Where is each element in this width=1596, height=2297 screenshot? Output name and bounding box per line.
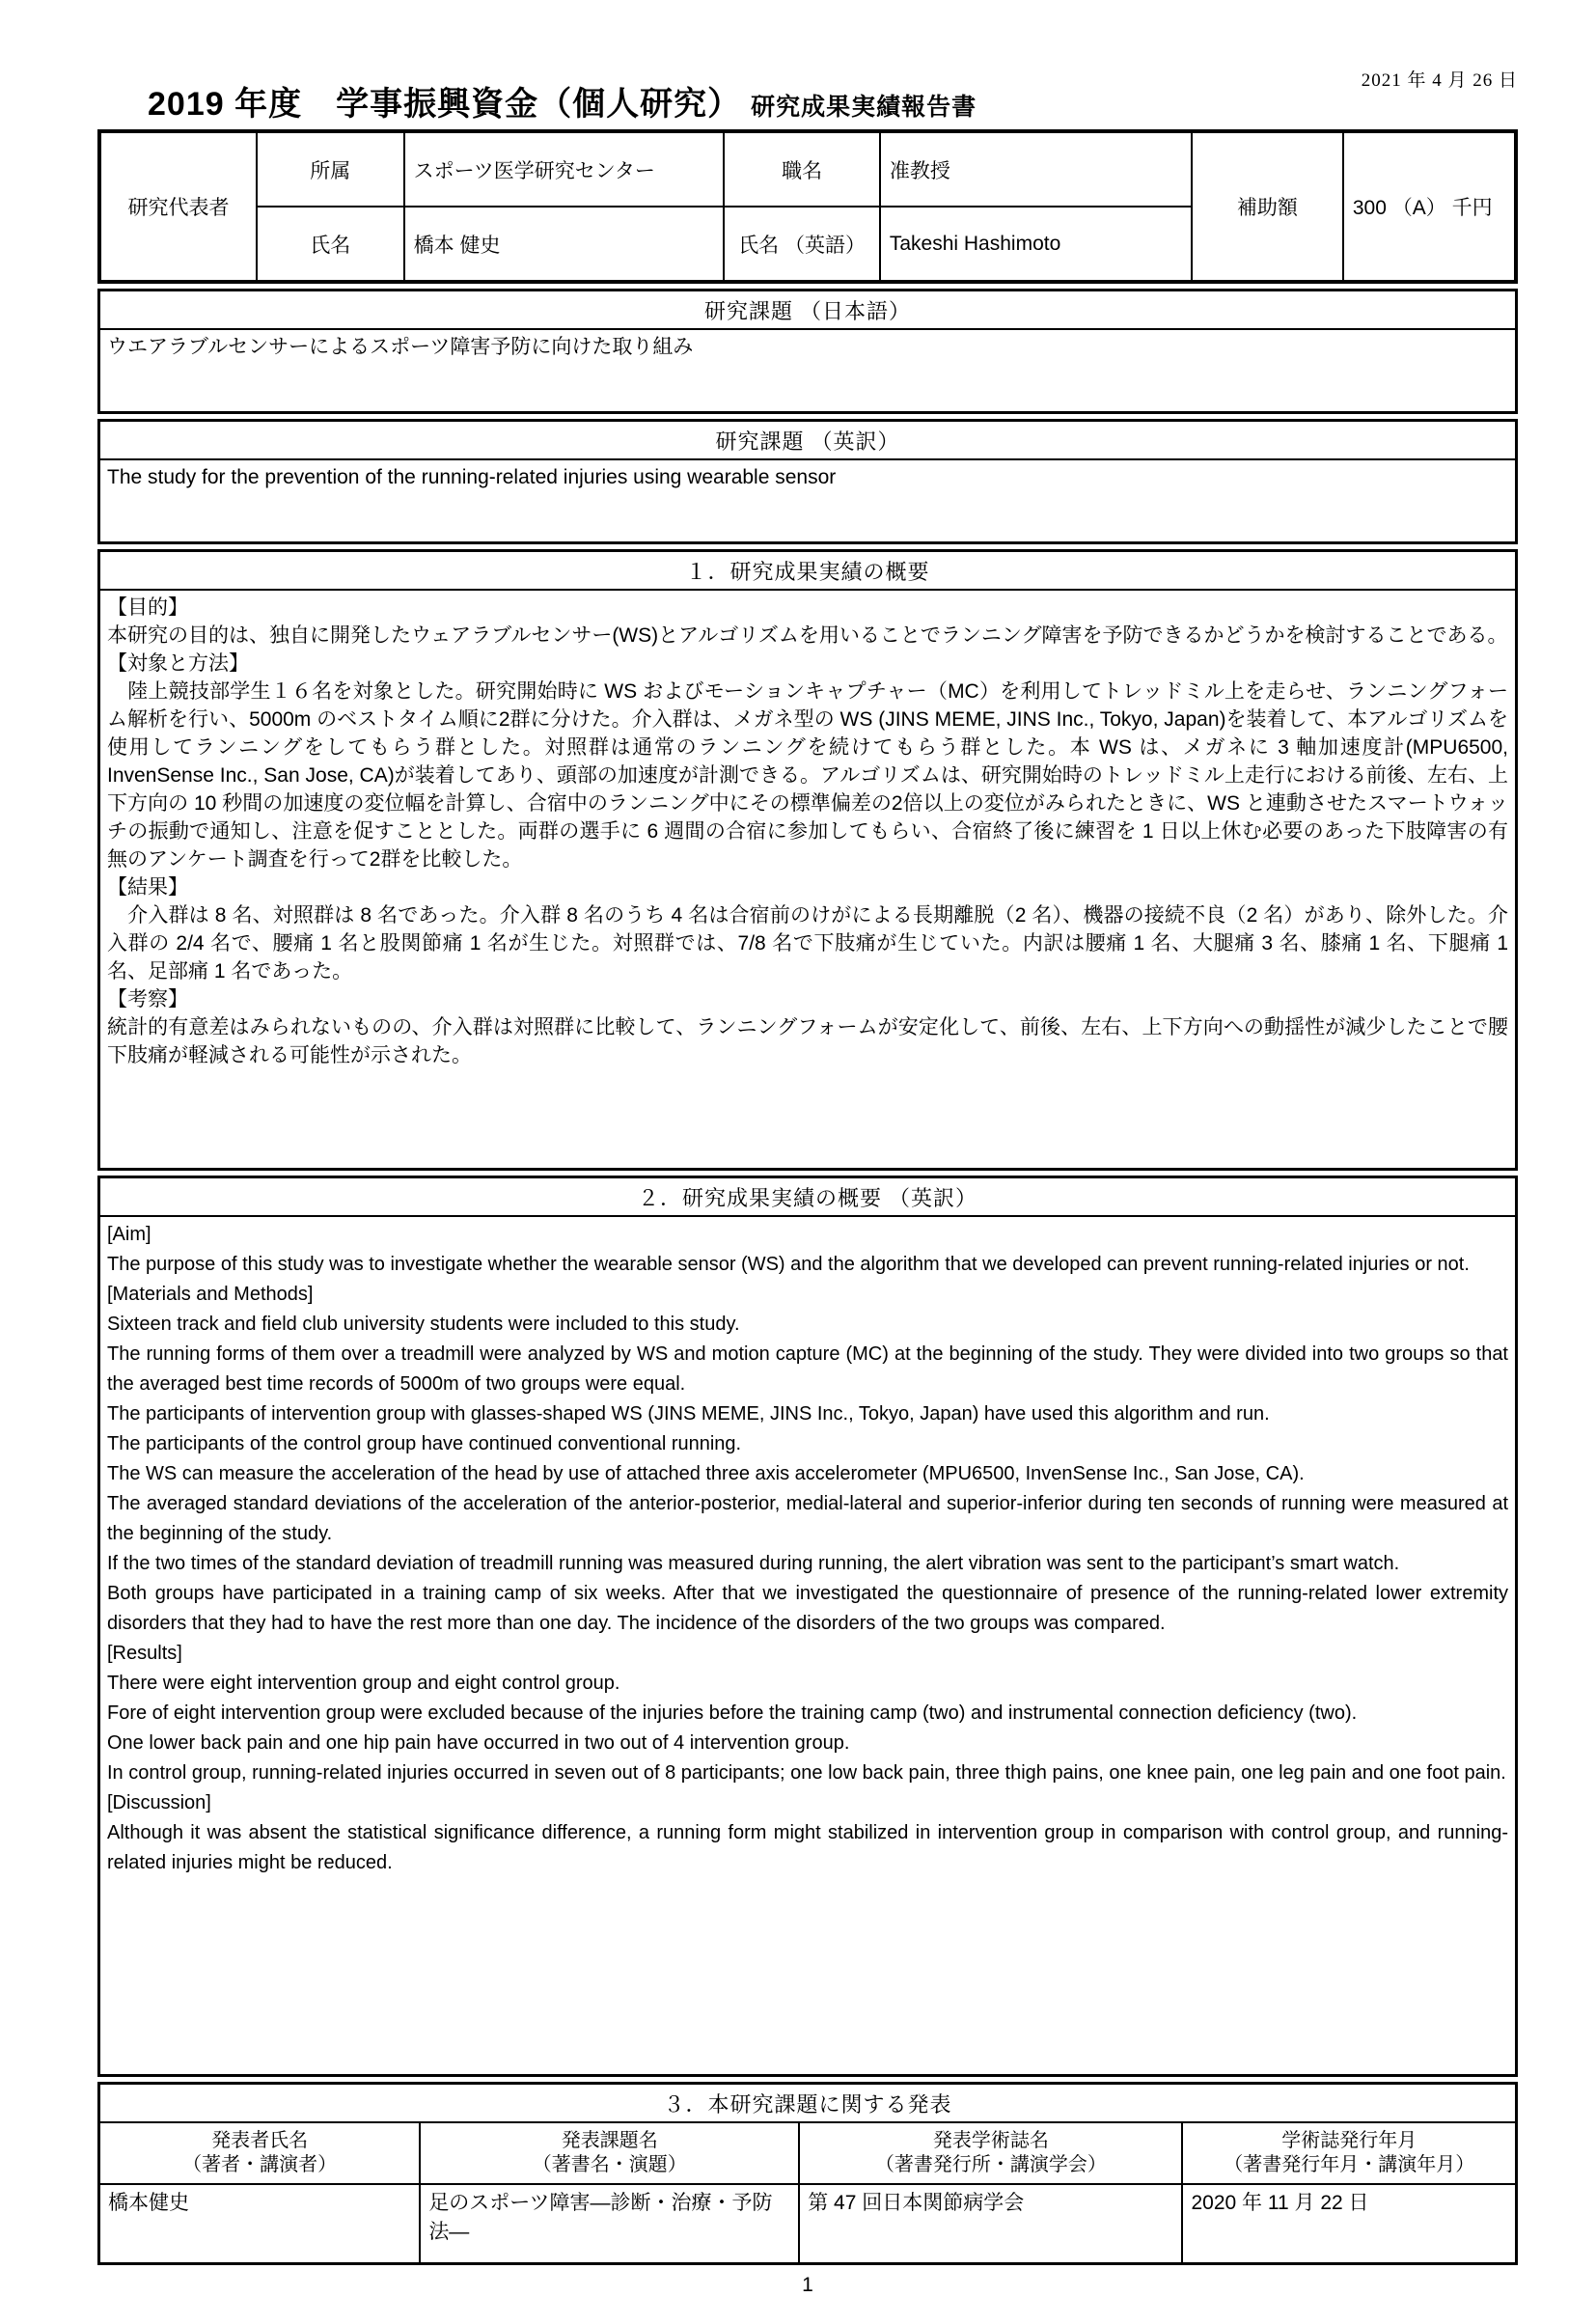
presentation-title-cell: 足のスポーツ障害―診断・治療・予防法― [420,2184,799,2262]
paragraph: The running forms of them over a treadmill were analyzed by WS and motion capture (MC) at the beginning of the study. They were divided into two groups so that the averaged best time records of 5000m of two groups were equal. [107,1343,1508,1395]
paragraph: The WS can measure the acceleration of the head by use of attached three axis accelerometer (MPU6500, InvenSense Inc., San Jose, CA). [107,1463,1305,1484]
paragraph: The purpose of this study was to investigate whether the wearable sensor (WS) and the algorithm that we developed can prevent running-related injuries or not. [107,1254,1470,1275]
paragraph: 介入群は 8 名、対照群は 8 名であった。介入群 8 名のうち 4 名は合宿前のけがによる長期離脱（2 名）、機器の接続不良（2 名）があり、除外した。介入群の 2/4 名で、腰痛 1 名と股関節痛 1 名が生じた。対照群では、7/8 名で下肢痛が生じていた。内訳は腰痛 1 名、大腿痛 3 名、膝痛 1 名、下腿痛 1 名、足部痛 1 名であった。 [107,904,1508,982]
presentations-header: ３．本研究課題に関する発表 [100,2085,1515,2123]
affiliation-label: 所属 [257,131,404,207]
summary-ja-header: １．研究成果実績の概要 [100,552,1515,591]
topic-ja-header: 研究課題 （日本語） [100,291,1515,330]
researcher-role-label: 研究代表者 [99,131,257,282]
col-publication-date [1182,2123,1515,2184]
paragraph: 【対象と方法】 [107,652,249,675]
journal-name-cell: 第 47 回日本関節病学会 [799,2184,1182,2262]
paragraph: The participants of the control group have continued conventional running. [107,1433,742,1454]
name-value: 橋本 健史 [404,207,725,282]
col-header-line: （著書発行年月・講演年月） [1224,2154,1475,2175]
col-header-line: （著者・講演者） [182,2154,338,2175]
paragraph: 統計的有意差はみられないものの、介入群は対照群に比較して、ランニングフォームが安定化して、前後、左右、上下方向への動揺性が減少したことで腰下肢痛が軽減される可能性が示された。 [107,1016,1509,1066]
topic-en-section [97,419,1518,544]
topic-en-content: The study for the prevention of the running-related injuries using wearable sensor [107,466,837,488]
col-header-line: （著書発行所・講演学会） [874,2154,1107,2175]
summary-en-content [100,1217,1515,2074]
name-en-value: Takeshi Hashimoto [880,207,1192,282]
title-sub: 研究成果実績報告書 [751,94,977,121]
presentations-table [100,2123,1515,2262]
paragraph: 本研究の目的は、独自に開発したウェアラブルセンサー(WS)とアルゴリズムを用いることでランニング障害を予防できるかどうかを検討することである。 [107,624,1508,647]
paragraph: [Materials and Methods] [107,1284,314,1305]
summary-ja-section [97,549,1518,1171]
document-date: 2021 年 4 月 26 日 [1361,70,1518,91]
topic-ja-content: ウエアラブルセンサーによるスポーツ障害予防に向けた取り組み [107,336,694,358]
col-header-line: 学術誌発行年月 [1281,2130,1417,2151]
paragraph: Sixteen track and field club university students were included to this study. [107,1314,740,1335]
paragraph: [Aim] [107,1224,151,1245]
name-en-label: 氏名 （英語） [724,207,879,282]
table-row [99,131,1516,207]
paragraph: Both groups have participated in a training camp of six weeks. After that we investigated the questionnaire of presence of the running-related lower extremity disorders that they had to have the rest more than one day. The incidence of the disorders of the two groups was compared. [107,1583,1508,1634]
paragraph: Fore of eight intervention group were excluded because of the injuries before the training camp (two) and instrumental connection deficiency (two). [107,1702,1358,1724]
presenter-name-cell: 橋本健史 [100,2184,420,2262]
page-title [148,77,1518,124]
affiliation-value: スポーツ医学研究センター [404,131,725,207]
col-header-line: （著書名・演題） [532,2154,687,2175]
paragraph: One lower back pain and one hip pain have occurred in two out of 4 intervention group. [107,1732,850,1754]
position-value: 准教授 [880,131,1192,207]
paragraph: There were eight intervention group and eight control group. [107,1673,620,1694]
publication-date-cell: 2020 年 11 月 22 日 [1182,2184,1515,2262]
subsidy-label: 補助額 [1192,131,1343,282]
position-label: 職名 [724,131,879,207]
paragraph: 【目的】 [107,596,188,619]
table-row [100,2184,1515,2262]
summary-en-section [97,1176,1518,2077]
col-header-line: 発表課題名 [561,2130,658,2151]
col-journal-name [799,2123,1182,2184]
col-presentation-title [420,2123,799,2184]
paragraph: In control group, running-related injuries occurred in seven out of 8 participants; one low back pain, three thigh pains, one knee pain, one leg pain and one foot pain. [107,1762,1506,1784]
paragraph: If the two times of the standard deviation of treadmill running was measured during running, the alert vibration was sent to the participant’s smart watch. [107,1553,1400,1574]
title-main: 2019 年度 学事振興資金（個人研究） [148,86,742,123]
paragraph: 【結果】 [107,876,188,899]
paragraph: The averaged standard deviations of the acceleration of the anterior-posterior, medial-lateral and superior-inferior during ten seconds of running were measured at the beginning of the study. [107,1493,1508,1544]
topic-en-header: 研究課題 （英訳） [100,422,1515,460]
summary-ja-content [100,591,1515,1168]
table-header-row [100,2123,1515,2184]
researcher-info-table [97,129,1518,284]
col-header-line: 発表者氏名 [211,2130,309,2151]
subsidy-value: 300 （A） 千円 [1343,131,1516,282]
paragraph: [Results] [107,1643,182,1664]
col-presenter-name [100,2123,420,2184]
paragraph: 【考察】 [107,988,188,1010]
col-header-line: 発表学術誌名 [932,2130,1049,2151]
name-label: 氏名 [257,207,404,282]
paragraph: The participants of intervention group with glasses-shaped WS (JINS MEME, JINS Inc., Tokyo, Japan) have used this algorithm and run. [107,1403,1270,1425]
paragraph: 陸上競技部学生１６名を対象とした。研究開始時に WS およびモーションキャプチャー（MC）を利用してトレッドミル上を走らせ、ランニングフォーム解析を行い、5000m のベストタイム順に2群に分けた。介入群は、メガネ型の WS (JINS MEME, JINS Inc., Tokyo, Japan)を装着して、本アルゴリズムを使用してランニングをしてもらう群とした。対照群は通常のランニングを続けてもらう群とした。本 WS は、メガネに 3 軸加速度計(MPU6500, InvenSense Inc., San Jose, CA)が装着してあり、頭部の加速度が計測できる。アルゴリズムは、研究開始時のトレッドミル上走行における前後、左右、上下方向の 10 秒間の加速度の変位幅を計算し、合宿中のランニング中にその標準偏差の2倍以上の変位がみられたときに、WS と連動させたスマートウォッチの振動で通知し、注意を促すこととした。両群の選手に 6 週間の合宿に参加してもらい、合宿終了後に練習を 1 日以上休む必要のあった下肢障害の有無のアンケート調査を行って2群を比較した。 [107,680,1508,871]
paragraph: Although it was absent the statistical significance difference, a running form might stabilized in intervention group in comparison with control group, and running-related injuries might be reduced. [107,1822,1508,1873]
page-number: 1 [802,2274,813,2296]
paragraph: [Discussion] [107,1792,211,1813]
report-content [97,0,1518,2297]
summary-en-header: ２．研究成果実績の概要 （英訳） [100,1178,1515,1217]
presentations-section [97,2082,1518,2265]
topic-ja-section [97,289,1518,414]
